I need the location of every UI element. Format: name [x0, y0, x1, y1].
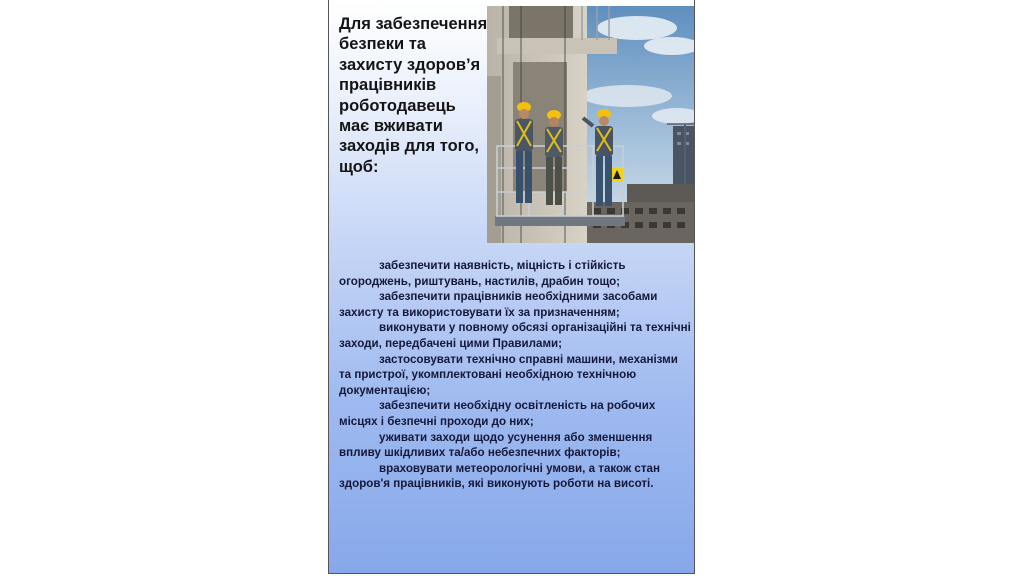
measure-item: забезпечити необхідну освітленість на робочих місцях і безпечні проходи до них; [339, 399, 656, 428]
measure-item: враховувати метеорологічні умови, а також стан здоров'я працівників, які виконують роботи на висоті. [339, 461, 660, 491]
measure-item: уживати заходи щодо усунення або зменшення впливу шкідливих та/або небезпечних факторів; [339, 430, 653, 460]
measures-list [339, 258, 691, 492]
measure-item: виконувати у повному обсязі організаційні та технічні заходи, передбачені цими Правилами; [339, 321, 691, 350]
measure-item: застосовувати технічно справні машини, механізми та пристрої, укомплектовані необхідною технічною документацією; [339, 352, 678, 397]
slide-title: Для забезпечення безпеки та захисту здоров’я працівників роботодавець має вживати заходів для того, щоб: [339, 15, 488, 176]
measure-item: забезпечити працівників необхідними засобами захисту та використовувати їх за призначенням; [339, 290, 658, 319]
measure-item: забезпечити наявність, міцність і стійкість огороджень, риштувань, настилів, драбин тощо; [339, 259, 626, 288]
workers-on-scaffold-photo [487, 6, 695, 243]
slide [328, 0, 695, 574]
